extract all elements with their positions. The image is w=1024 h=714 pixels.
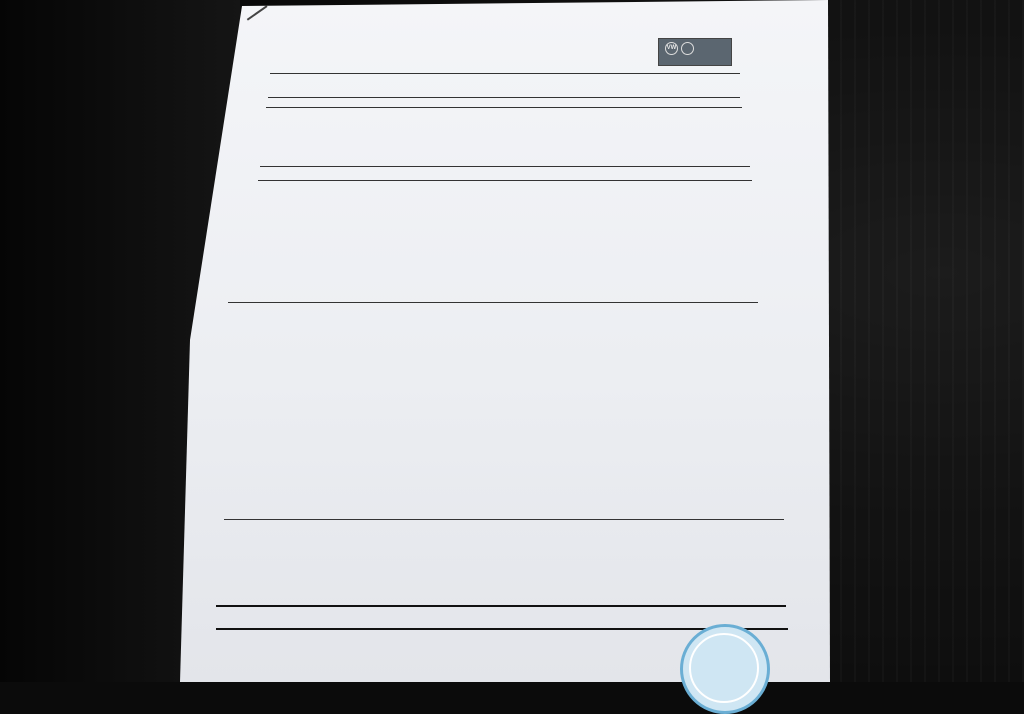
- skoda-logo-icon: [681, 42, 694, 55]
- speckmann-logo: [658, 38, 732, 66]
- au-certification-badge: [680, 624, 770, 714]
- vw-logo-icon: VW: [665, 42, 678, 55]
- seat-upholstery: [814, 0, 1024, 682]
- au-document: [180, 0, 830, 682]
